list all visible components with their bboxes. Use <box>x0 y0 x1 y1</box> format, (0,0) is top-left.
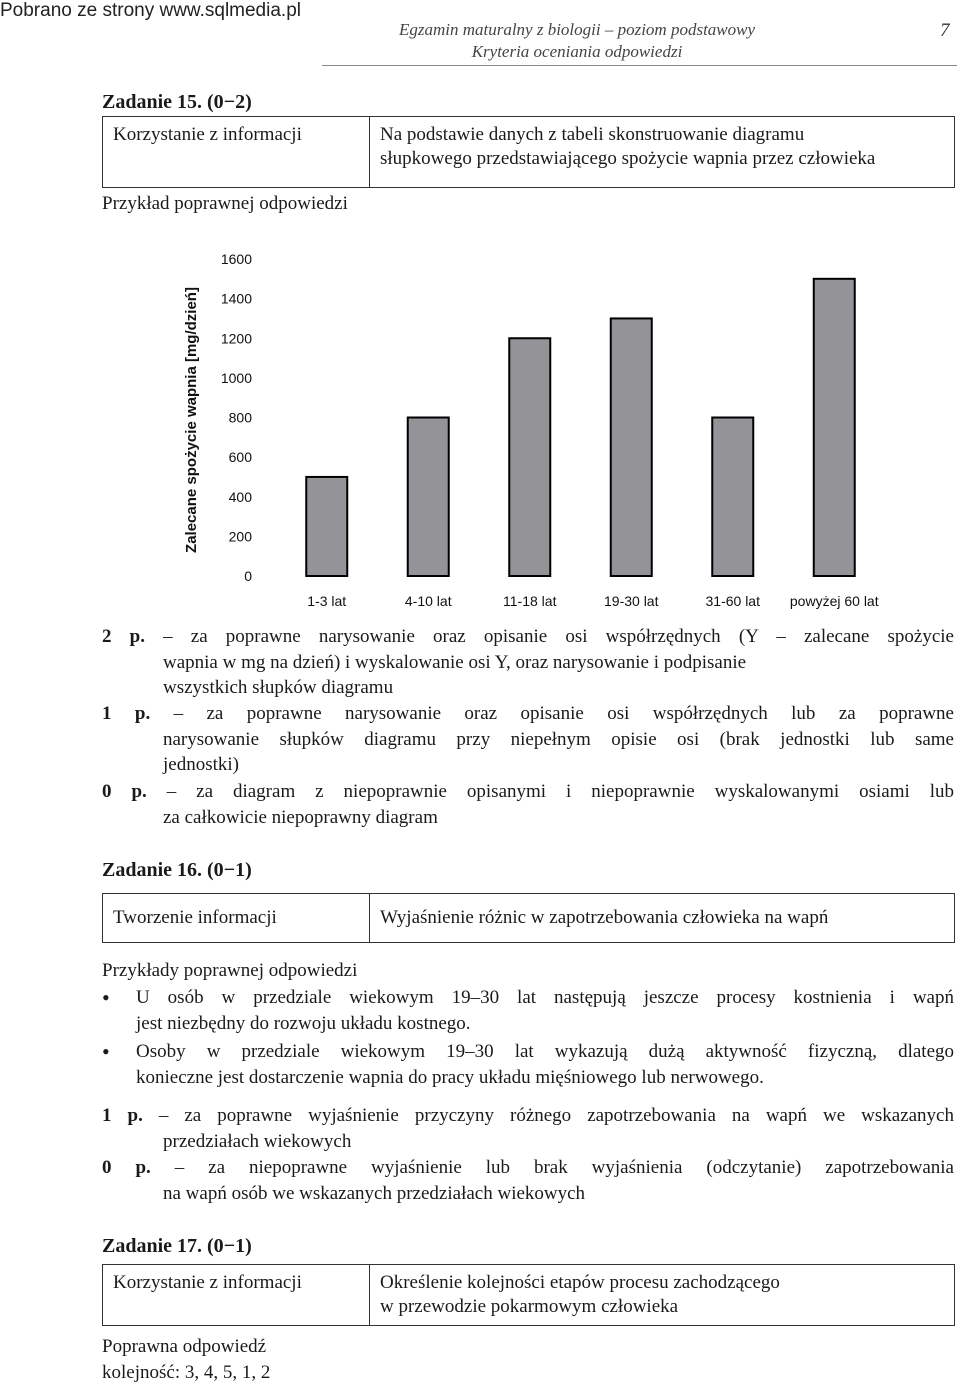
task15-example-label: Przykład poprawnej odpowiedzi <box>102 193 348 214</box>
y-tick-label: 200 <box>228 528 252 545</box>
task16-criteria-table <box>102 893 955 943</box>
bar-5 <box>814 279 855 576</box>
task17-title: Zadanie 17. (0−1) <box>102 1235 252 1257</box>
y-tick-label: 800 <box>228 409 252 426</box>
task17-answer-label: Poprawna odpowiedź <box>102 1336 267 1357</box>
task16-example-2: • Osoby w przedziale wiekowym 19–30 lat wykazują dużą aktywność fizyczną, dlatego konieczne jest dostarczenie wapnia do pracy układu mięśniowego lub nerwowego. <box>102 1039 954 1088</box>
y-tick-label: 600 <box>228 449 252 466</box>
y-tick-label: 1200 <box>220 330 252 347</box>
task16-example-1: • U osób w przedziale wiekowym 19–30 lat następują jeszcze procesy kostnienia i wapń jest niezbędny do rozwoju układu kostnego. <box>102 985 954 1034</box>
task15-criterion-1p: 1 p. – za poprawne narysowanie oraz opisanie osi współrzędnych lub za poprawne narysowanie słupków diagramu przy niepełnym opisie osi (brak jednostki lub same jednostki) <box>102 703 954 775</box>
calcium-bar-chart <box>160 240 880 620</box>
task17-answer: kolejność: 3, 4, 5, 1, 2 <box>102 1362 271 1383</box>
task16-criterion-1p: 1 p. – za poprawne wyjaśnienie przyczyny różnego zapotrzebowania na wapń we wskazanych przedziałach wiekowych <box>102 1105 954 1152</box>
bar-1 <box>408 418 449 577</box>
task15-criterion-2p: 2 p. – za poprawne narysowanie oraz opisanie osi współrzędnych (Y – zalecane spożycie wapnia w mg na dzień) i wyskalowanie osi Y, oraz narysowanie i podpisanie wszystkich słupków diagramu <box>102 626 954 698</box>
header-subtitle: Kryteria oceniania odpowiedzi <box>471 42 683 61</box>
y-tick-label: 1400 <box>220 290 252 307</box>
x-tick-label: 11-18 lat <box>503 593 557 609</box>
header-exam-title: Egzamin maturalny z biologii – poziom podstawowy <box>398 20 756 39</box>
y-tick-label: 1000 <box>220 369 252 386</box>
task15-criteria-table <box>102 116 955 188</box>
x-tick-label: powyżej 60 lat <box>789 593 879 609</box>
task16-example-label: Przykłady poprawnej odpowiedzi <box>102 960 358 981</box>
task15-title: Zadanie 15. (0−2) <box>102 91 252 113</box>
task16-title: Zadanie 16. (0−1) <box>102 859 252 881</box>
y-tick-label: 0 <box>244 568 252 584</box>
task17-skill-cell: Korzystanie z informacji <box>103 1265 370 1326</box>
x-tick-label: 1-3 lat <box>307 593 347 609</box>
bar-0 <box>306 477 347 576</box>
bullet-icon: • <box>102 985 110 1010</box>
x-tick-label: 4-10 lat <box>404 593 452 609</box>
y-tick-label: 1600 <box>220 251 252 267</box>
task15-skill-cell: Korzystanie z informacji <box>103 117 370 188</box>
bar-3 <box>611 318 652 576</box>
x-tick-label: 19-30 lat <box>604 593 659 609</box>
header-rule <box>322 65 957 66</box>
bar-2 <box>509 338 550 576</box>
source-watermark: Pobrano ze strony www.sqlmedia.pl <box>0 0 301 21</box>
x-tick-label: 31-60 lat <box>705 593 760 609</box>
task15-criterion-0p: 0 p. – za diagram z niepoprawnie opisanymi i niepoprawnie wyskalowanymi osiami lub za całkowicie niepoprawny diagram <box>102 781 954 828</box>
bullet-icon: • <box>102 1039 110 1064</box>
chart-y-axis-label: Zalecane spożycie wapnia [mg/dzień] <box>183 287 200 553</box>
task16-requirement-cell: Wyjaśnienie różnic w zapotrzebowania człowieka na wapń <box>370 894 955 943</box>
y-tick-label: 400 <box>228 488 252 505</box>
bar-4 <box>712 418 753 577</box>
task17-requirement-cell: Określenie kolejności etapów procesu zachodzącego w przewodzie pokarmowym człowieka <box>370 1265 955 1326</box>
page-number: 7 <box>940 20 950 41</box>
task17-criteria-table <box>102 1264 955 1326</box>
task16-skill-cell: Tworzenie informacji <box>103 894 370 943</box>
task16-criterion-0p: 0 p. – za niepoprawne wyjaśnienie lub brak wyjaśnienia (odczytanie) zapotrzebowania na wapń osób we wskazanych przedziałach wiekowych <box>102 1157 954 1204</box>
task15-requirement-cell: Na podstawie danych z tabeli skonstruowanie diagramu słupkowego przedstawiającego spożycie wapnia przez człowieka <box>370 117 955 188</box>
